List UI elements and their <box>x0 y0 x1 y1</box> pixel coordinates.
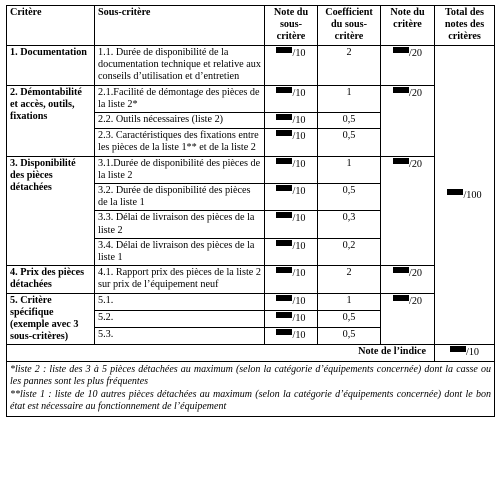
criterion-name: 5. Critère spécifique (exemple avec 3 sous-critères) <box>7 293 95 345</box>
criterion-note-cell <box>381 266 435 293</box>
subcriterion-note-cell <box>265 156 318 183</box>
subcriterion-coefficient: 0,5 <box>318 328 381 345</box>
criterion-note: /20 <box>408 48 423 59</box>
table-row <box>7 46 495 86</box>
header-coefficient: Coefficient du sous-critère <box>318 6 381 46</box>
subcriterion-note-cell <box>265 85 318 112</box>
criterion-note: /20 <box>408 87 423 99</box>
subcriterion-coefficient: 2 <box>318 46 381 86</box>
table-row <box>7 266 495 293</box>
subcriterion-note: /10 <box>292 87 306 99</box>
header-total: Total des notes des critères <box>435 6 495 46</box>
subcriterion-coefficient: 0,5 <box>318 310 381 327</box>
redacted-block <box>276 312 292 318</box>
redacted-block <box>276 267 292 273</box>
subcriterion-coefficient: 2 <box>318 266 381 293</box>
index-value-cell <box>435 345 495 361</box>
redacted-block <box>393 295 409 301</box>
criterion-name: 4. Prix des pièces détachées <box>7 266 95 293</box>
index-row <box>7 345 495 361</box>
table-body <box>7 46 495 345</box>
redacted-block <box>276 212 292 218</box>
subcriterion-note-cell <box>265 184 318 211</box>
index-label: Note de l’indice <box>7 345 435 361</box>
header-sous-critere: Sous-critère <box>95 6 265 46</box>
redacted-block <box>276 158 292 164</box>
criterion-note: /20 <box>408 158 423 170</box>
redacted-block <box>393 47 409 53</box>
total-value: /100 <box>463 189 482 201</box>
subcriterion-text: 4.1. Rapport prix des pièces de la liste 2 sur prix de l’équipement neuf <box>95 266 265 293</box>
subcriterion-coefficient: 0,2 <box>318 238 381 265</box>
subcriterion-note: /10 <box>292 213 306 225</box>
subcriterion-note-cell <box>265 293 318 310</box>
criterion-note-cell <box>381 293 435 345</box>
subcriterion-coefficient: 1 <box>318 293 381 310</box>
subcriterion-text: 5.2. <box>95 310 265 327</box>
subcriterion-coefficient: 1 <box>318 156 381 183</box>
total-cell <box>435 46 495 345</box>
footnote-row <box>7 361 495 416</box>
subcriterion-text: 2.1.Facilité de démontage des pièces de la liste 2* <box>95 85 265 112</box>
subcriterion-text: 3.1.Durée de disponibilité des pièces de la liste 2 <box>95 156 265 183</box>
footnote-liste-1: **liste 1 : liste de 10 autres pièces détachées au maximum (selon la catégorie d’équipements concernée) dont le bon état est nécessaire au fonctionnement de l’équipement <box>10 388 491 413</box>
redacted-block <box>447 189 463 195</box>
criterion-name: 3. Disponibilité des pièces détachées <box>7 156 95 266</box>
redacted-block <box>276 47 292 53</box>
subcriterion-note: /10 <box>292 158 306 170</box>
redacted-block <box>393 158 409 164</box>
footnote-liste-2: *liste 2 : liste des 3 à 5 pièces détachées au maximum (selon la catégorie d’équipements concernée) dont la casse ou les pannes sont les plus fréquentes <box>10 363 491 388</box>
subcriterion-coefficient: 0,5 <box>318 184 381 211</box>
redacted-block <box>276 329 292 335</box>
header-row <box>7 6 495 46</box>
subcriterion-text: 2.2. Outils nécessaires (liste 2) <box>95 113 265 129</box>
subcriterion-coefficient: 0,5 <box>318 113 381 129</box>
subcriterion-text: 1.1. Durée de disponibilité de la documentation technique et relative aux conseils d’utilisation et d’entretien <box>95 46 265 86</box>
criterion-note: /20 <box>408 295 423 307</box>
subcriterion-text: 3.3. Délai de livraison des pièces de la liste 2 <box>95 211 265 238</box>
redacted-block <box>276 87 292 93</box>
subcriterion-note-cell <box>265 129 318 156</box>
criterion-name: 2. Démontabilité et accès, outils, fixations <box>7 85 95 156</box>
subcriterion-note: /10 <box>292 312 306 324</box>
redacted-block <box>276 240 292 246</box>
subcriterion-note-cell <box>265 328 318 345</box>
index-value: /10 <box>465 347 480 359</box>
redacted-block <box>276 114 292 120</box>
redacted-block <box>393 87 409 93</box>
subcriterion-coefficient: 1 <box>318 85 381 112</box>
table-row <box>7 293 495 310</box>
table-row <box>7 85 495 112</box>
subcriterion-note: /10 <box>292 295 306 307</box>
header-note-sous-critere: Note du sous-critère <box>265 6 318 46</box>
subcriterion-coefficient: 0,5 <box>318 129 381 156</box>
subcriterion-note: /10 <box>292 115 306 127</box>
redacted-block <box>393 267 409 273</box>
subcriterion-coefficient: 0,3 <box>318 211 381 238</box>
subcriterion-note: /10 <box>292 330 306 342</box>
subcriterion-note-cell <box>265 46 318 86</box>
redacted-block <box>276 130 292 136</box>
criterion-note-cell <box>381 156 435 266</box>
redacted-block <box>276 295 292 301</box>
subcriterion-note: /10 <box>292 240 306 252</box>
subcriterion-note: /10 <box>292 186 306 198</box>
subcriterion-text: 5.1. <box>95 293 265 310</box>
subcriterion-note-cell <box>265 266 318 293</box>
redacted-block <box>450 346 466 352</box>
subcriterion-note-cell <box>265 211 318 238</box>
subcriterion-note: /10 <box>292 48 306 59</box>
document-page <box>6 5 494 417</box>
table-row <box>7 156 495 183</box>
subcriterion-note-cell <box>265 113 318 129</box>
repairability-table <box>6 5 495 417</box>
criterion-note-cell <box>381 46 435 86</box>
subcriterion-note-cell <box>265 238 318 265</box>
footnotes <box>7 361 495 416</box>
subcriterion-note-cell <box>265 310 318 327</box>
subcriterion-note: /10 <box>292 131 306 143</box>
criterion-note-cell <box>381 85 435 156</box>
criterion-name: 1. Documentation <box>7 46 95 86</box>
subcriterion-text: 5.3. <box>95 328 265 345</box>
subcriterion-note: /10 <box>292 268 306 280</box>
subcriterion-text: 2.3. Caractéristiques des fixations entre les pièces de la liste 1** et de la liste 2 <box>95 129 265 156</box>
header-critere: Critère <box>7 6 95 46</box>
redacted-block <box>276 185 292 191</box>
header-note-critere: Note du critère <box>381 6 435 46</box>
subcriterion-text: 3.4. Délai de livraison des pièces de la liste 1 <box>95 238 265 265</box>
subcriterion-text: 3.2. Durée de disponibilité des pièces de la liste 1 <box>95 184 265 211</box>
criterion-note: /20 <box>408 268 423 280</box>
